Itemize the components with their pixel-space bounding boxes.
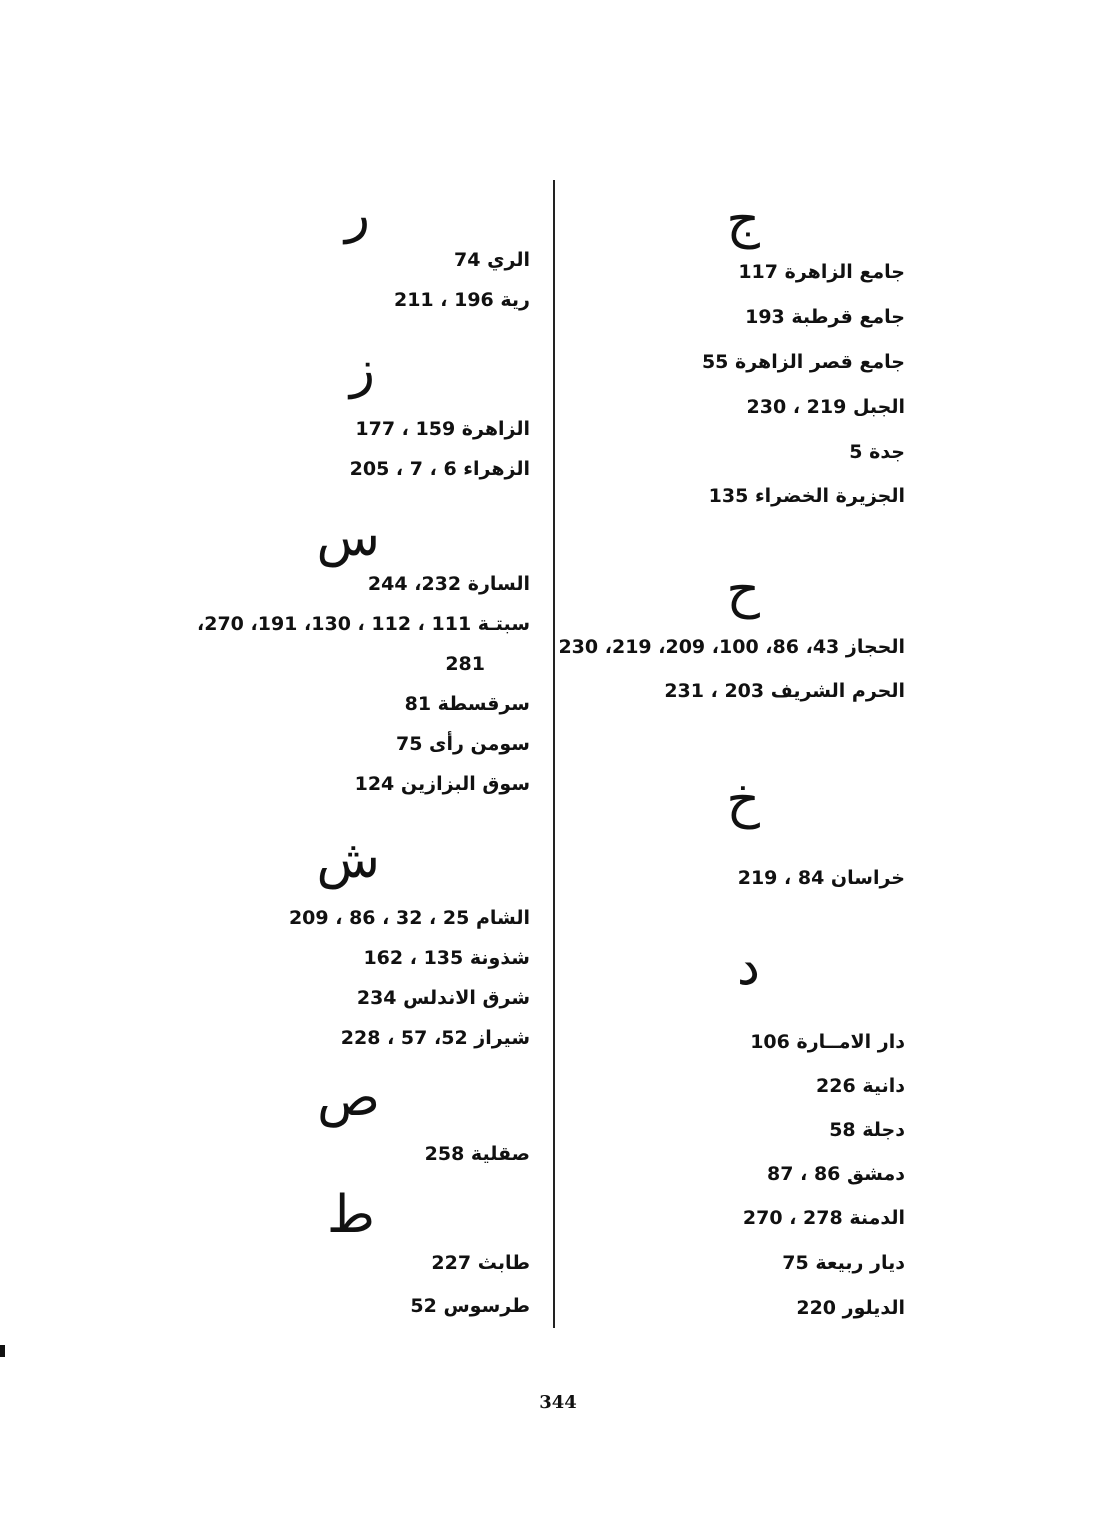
index-entry: الزاهرة 159 ، 177 bbox=[355, 418, 530, 440]
section-letter-zay: ز bbox=[349, 340, 375, 400]
index-entry: شرق الاندلس 234 bbox=[356, 987, 530, 1009]
index-entry: دار الامــارة 106 bbox=[750, 1031, 905, 1053]
section-letter-shin: ش bbox=[316, 830, 380, 890]
index-entry: السارة 232، 244 bbox=[367, 573, 530, 595]
index-entry: خراسان 84 ، 219 bbox=[737, 867, 905, 889]
index-entry: 281 bbox=[445, 653, 485, 675]
section-letter-jim: ج bbox=[726, 190, 760, 250]
index-entry: الجزيرة الخضراء 135 bbox=[708, 485, 905, 507]
index-entry: طابث 227 bbox=[431, 1252, 530, 1274]
index-entry: الديلور 220 bbox=[796, 1297, 905, 1319]
index-entry: جامع الزاهرة 117 bbox=[738, 261, 905, 283]
index-entry: دانية 226 bbox=[816, 1075, 905, 1097]
index-entry: رية 196 ، 211 bbox=[393, 289, 530, 311]
index-entry: صقلية 258 bbox=[424, 1143, 530, 1165]
index-entry: سبتـة 111 ، 112 ، 130، 191، 270، bbox=[197, 613, 530, 635]
index-entry: جامع قصر الزاهرة 55 bbox=[701, 351, 905, 373]
index-entry: جدة 5 bbox=[849, 441, 905, 463]
index-entry: ديار ربيعة 75 bbox=[782, 1252, 905, 1274]
index-entry: شذونة 135 ، 162 bbox=[363, 947, 530, 969]
index-entry: جامع قرطبة 193 bbox=[745, 306, 905, 328]
index-entry: دجلة 58 bbox=[829, 1119, 905, 1141]
section-letter-sad: ص bbox=[317, 1068, 380, 1128]
index-entry: الجبل 219 ، 230 bbox=[746, 396, 905, 418]
index-entry: الري 74 bbox=[454, 249, 530, 271]
section-letter-ha: ح bbox=[726, 560, 760, 620]
section-letter-kha: خ bbox=[726, 770, 760, 830]
index-entry: شيراز 52، 57 ، 228 bbox=[340, 1027, 530, 1049]
index-entry: سومن رأى 75 bbox=[395, 733, 530, 755]
scan-edge-mark bbox=[0, 1345, 5, 1357]
index-entry: الشام 25 ، 32 ، 86 ، 209 bbox=[288, 907, 530, 929]
column-divider bbox=[553, 180, 555, 1328]
section-letter-ra: ر bbox=[344, 185, 370, 245]
index-entry: طرسوس 52 bbox=[410, 1295, 530, 1317]
index-entry: سرقسطة 81 bbox=[404, 693, 530, 715]
section-letter-sin: س bbox=[316, 508, 380, 568]
index-entry: الحجاز 43، 86، 100، 209، 219، 230 bbox=[558, 636, 905, 658]
index-entry: سوق البزازين 124 bbox=[354, 773, 530, 795]
section-letter-dal: د bbox=[736, 937, 760, 997]
index-entry: الزهراء 6 ، 7 ، 205 bbox=[349, 458, 530, 480]
index-entry: الحرم الشريف 203 ، 231 bbox=[664, 680, 905, 702]
page-number: 344 bbox=[539, 1392, 577, 1413]
index-entry: الدمنة 278 ، 270 bbox=[742, 1207, 905, 1229]
section-letter-ta: ط bbox=[326, 1185, 375, 1245]
index-entry: دمشق 86 ، 87 bbox=[767, 1163, 905, 1185]
